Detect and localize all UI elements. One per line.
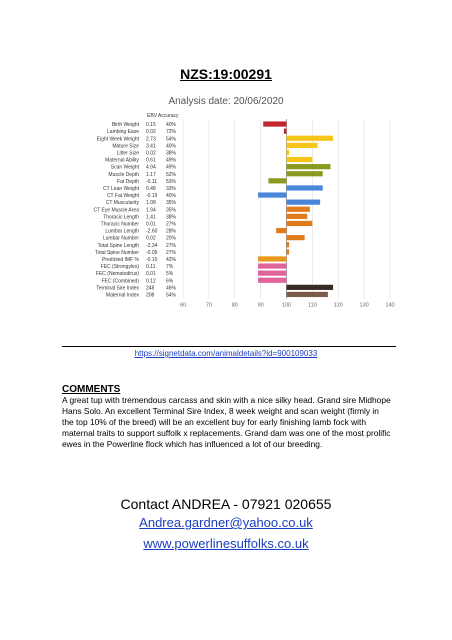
- bar: [287, 207, 310, 212]
- x-tick-label: 80: [231, 302, 238, 309]
- accuracy-value: 35%: [166, 200, 177, 207]
- x-tick-label: 100: [281, 302, 292, 309]
- ebv-value: 1.41: [146, 214, 156, 221]
- ebv-value: 248: [146, 285, 155, 292]
- trait-label: Scan Weight: [110, 164, 139, 171]
- ebv-value: -0.11: [146, 178, 158, 185]
- bar: [287, 221, 313, 226]
- bar: [287, 285, 334, 290]
- bar: [287, 242, 290, 247]
- x-tick-label: 130: [359, 302, 369, 309]
- accuracy-header: Accuracy: [158, 113, 179, 119]
- ebv-value: -2.60: [146, 228, 158, 235]
- bar: [287, 150, 290, 155]
- accuracy-value: 38%: [166, 214, 177, 221]
- accuracy-value: 27%: [166, 242, 177, 249]
- bar: [287, 249, 290, 254]
- ebv-value: 0.15: [146, 122, 156, 129]
- ebv-value: 1.94: [146, 207, 156, 214]
- ebv-value: -2.34: [146, 242, 158, 249]
- trait-label: Predicted IMF %: [102, 256, 139, 263]
- trait-label: Litter Size: [116, 150, 139, 157]
- analysis-date: Analysis date: 20/06/2020: [168, 96, 284, 107]
- accuracy-value: 54%: [166, 136, 177, 143]
- bar: [287, 235, 305, 240]
- ebv-value: -0.05: [146, 249, 158, 256]
- ebv-header: EBV: [147, 113, 158, 119]
- accuracy-value: 33%: [166, 185, 177, 192]
- ebv-value: 0.11: [146, 264, 156, 271]
- x-tick-label: 120: [333, 302, 343, 309]
- trait-label: Fat Depth: [117, 178, 139, 185]
- bar: [287, 143, 318, 148]
- comments-body: A great tup with tremendous carcass and skin with a nice silky head. Grand sire Midhope Hans Solo. An excellent Terminal Sire Index, 8 week weight and scan weight (firmly in the top 10% of the breed) will be an excellent buy for early finishing lamb fock with maternal traits to support suffolk x replacements. Grand dam was one of the most prolific ewes in the Powerline flock which has influenced a lot of our breeding.: [62, 395, 391, 449]
- bar: [258, 271, 286, 276]
- accuracy-value: 52%: [166, 171, 177, 178]
- x-tick-label: 70: [205, 302, 212, 309]
- accuracy-value: 38%: [166, 150, 177, 157]
- ebv-value: 208: [146, 292, 155, 299]
- bar: [263, 121, 286, 126]
- ebv-value: 3.41: [146, 143, 156, 150]
- ebv-value: 0.02: [146, 235, 156, 242]
- trait-label: Lumbar Number: [102, 235, 139, 242]
- ebv-value: 0.01: [146, 271, 156, 278]
- trait-label: Thoracic Number: [100, 221, 139, 228]
- bar: [287, 136, 334, 141]
- bar: [287, 214, 308, 219]
- x-tick-label: 60: [179, 302, 187, 309]
- bar: [258, 263, 286, 268]
- divider: [62, 346, 396, 347]
- accuracy-value: 35%: [166, 207, 177, 214]
- bar: [258, 278, 286, 283]
- ebv-value: -0.10: [146, 256, 158, 263]
- accuracy-value: 49%: [166, 157, 177, 164]
- ebv-value: -0.19: [146, 193, 158, 200]
- trait-label: Muscle Depth: [108, 171, 139, 178]
- bar: [287, 185, 323, 190]
- bar: [276, 228, 286, 233]
- accuracy-value: 5%: [166, 271, 174, 278]
- page-title: NZS:19:00291: [180, 66, 272, 82]
- ebv-value: 0.01: [146, 221, 156, 228]
- trait-label: Lambing Ease: [107, 129, 139, 136]
- trait-label: Birth Weight: [111, 122, 139, 129]
- bar: [287, 157, 313, 162]
- trait-label: Terminal Sire Index: [96, 285, 139, 292]
- accuracy-value: 54%: [166, 292, 177, 299]
- x-tick-label: 140: [385, 302, 395, 309]
- ebv-value: 0.61: [146, 157, 156, 164]
- trait-label: Thoracic Length: [103, 214, 139, 221]
- accuracy-value: 27%: [166, 249, 177, 256]
- accuracy-value: 28%: [166, 228, 177, 235]
- accuracy-value: 40%: [166, 143, 177, 150]
- trait-label: Lumbar Length: [105, 228, 139, 235]
- bar: [287, 292, 328, 297]
- accuracy-value: 20%: [166, 235, 177, 242]
- bar: [287, 200, 321, 205]
- email-link[interactable]: Andrea.gardner@yahoo.co.uk: [139, 515, 313, 530]
- accuracy-value: 46%: [166, 285, 177, 292]
- ebv-value: 0.02: [146, 150, 156, 157]
- ebv-value: 4.94: [146, 164, 156, 171]
- trait-label: Total Spine Number: [95, 249, 139, 256]
- trait-label: FEC (Combined): [101, 278, 139, 285]
- ebv-bar-chart: [0, 108, 452, 353]
- trait-label: CT Eye Muscle Area: [93, 207, 139, 214]
- trait-label: CT Fat Weight: [106, 193, 139, 200]
- bar: [287, 164, 331, 169]
- accuracy-value: 40%: [166, 193, 177, 200]
- x-tick-label: 110: [307, 302, 317, 309]
- signet-link[interactable]: https://signetdata.com/animaldetails?id=900109033: [134, 349, 318, 358]
- ebv-value: 1.08: [146, 200, 156, 207]
- trait-label: Total Spine Length: [97, 242, 139, 249]
- comments-heading: COMMENTS: [62, 384, 121, 395]
- ebv-value: 0.12: [146, 278, 156, 285]
- bar: [287, 171, 323, 176]
- trait-label: FEC (Nematodirus): [95, 271, 139, 278]
- ebv-value: 0.48: [146, 185, 156, 192]
- trait-label: Eight Week Weight: [96, 136, 139, 143]
- trait-label: Maternal Ability: [105, 157, 139, 164]
- bar: [258, 256, 286, 261]
- bar: [258, 192, 286, 197]
- accuracy-value: 27%: [166, 221, 177, 228]
- trait-label: Maternal Index: [105, 292, 139, 299]
- ebv-value: 2.73: [146, 136, 156, 143]
- accuracy-value: 7%: [166, 264, 174, 271]
- trait-label: CT Lean Weight: [103, 185, 139, 192]
- accuracy-value: 49%: [166, 164, 177, 171]
- x-tick-label: 90: [257, 302, 264, 309]
- website-link[interactable]: www.powerlinesuffolks.co.uk: [143, 536, 309, 551]
- bar: [284, 129, 287, 134]
- ebv-value: 1.17: [146, 171, 156, 178]
- bar: [268, 178, 286, 183]
- accuracy-value: 42%: [166, 256, 177, 263]
- trait-label: CT Muscularity: [105, 200, 139, 207]
- accuracy-value: 6%: [166, 278, 174, 285]
- ebv-value: 0.02: [146, 129, 156, 136]
- trait-label: Mature Size: [112, 143, 139, 150]
- accuracy-value: 40%: [166, 122, 177, 129]
- trait-label: FEC (Strongyles): [100, 264, 139, 271]
- accuracy-value: 72%: [166, 129, 177, 136]
- contact-line: Contact ANDREA - 07921 020655: [120, 496, 332, 512]
- accuracy-value: 53%: [166, 178, 177, 185]
